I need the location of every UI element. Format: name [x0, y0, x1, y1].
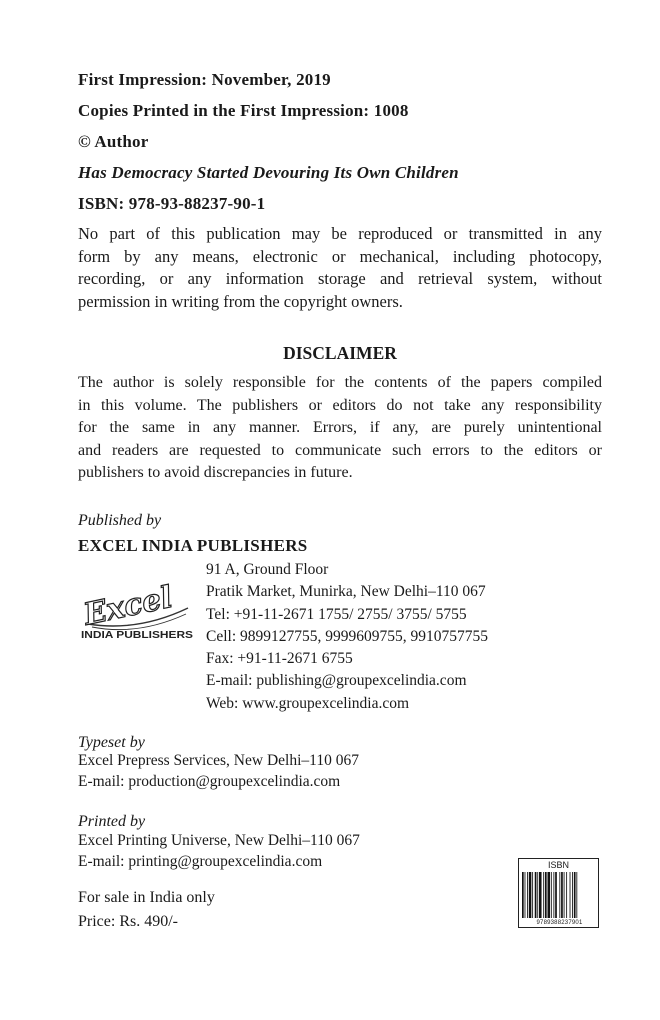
barcode-bar [532, 872, 533, 918]
barcode-bars [522, 872, 597, 918]
typeset-label: Typeset by [78, 734, 145, 751]
printer-company: Excel Printing Universe, New Delhi–110 067 [78, 832, 360, 849]
publisher-name: EXCEL INDIA PUBLISHERS [78, 536, 308, 555]
barcode-digits: 9789388237901 [536, 920, 583, 926]
address-line: 91 A, Ground Floor [206, 561, 329, 578]
rights-line: permission in writing from the copyright owners. [78, 291, 403, 311]
publisher-logo [78, 580, 198, 640]
barcode-bar [559, 872, 560, 918]
rights-line: No part of this publication may be reproduced or transmitted in any [78, 224, 602, 243]
typeset-email: E-mail: production@groupexcelindia.com [78, 773, 341, 790]
barcode-bar [522, 872, 524, 918]
cell-line: Cell: 9899127755, 9999609755, 9910757755 [206, 627, 489, 645]
book-title: Has Democracy Started Devouring Its Own Children [78, 163, 459, 182]
isbn-line: ISBN: 978-93-88237-90-1 [78, 194, 266, 213]
price: Price: Rs. 490/- [78, 913, 178, 930]
disclaimer-line: and readers are requested to communicate such errors to the editors or [78, 441, 602, 459]
disclaimer-text [78, 372, 602, 485]
barcode-bar [527, 872, 528, 918]
barcode-bar [566, 872, 567, 918]
barcode-bar [548, 872, 551, 918]
barcode-bar [574, 872, 576, 918]
printed-label: Printed by [78, 813, 146, 830]
barcode-bar [555, 872, 557, 918]
printer-email: E-mail: printing@groupexcelindia.com [78, 853, 323, 870]
disclaimer-line: in this volume. The publishers or editors do not take any responsibility [78, 396, 602, 414]
isbn-barcode [518, 858, 599, 928]
disclaimer-line: The author is solely responsible for the contents of the papers compiled [78, 374, 602, 391]
barcode-bar [564, 872, 565, 918]
logo-word: Excel [80, 580, 176, 633]
rights-line: form by any means, electronic or mechanical, including photocopy, [78, 246, 602, 266]
disclaimer-line: publishers to avoid discrepancies in future. [78, 464, 353, 481]
address-line: Pratik Market, Munirka, New Delhi–110 067 [206, 583, 486, 601]
rights-notice [78, 223, 602, 313]
disclaimer-line: for the same in any manner. Errors, if any, are purely unintentional [78, 419, 602, 436]
fax-line: Fax: +91-11-2671 6755 [206, 650, 353, 668]
barcode-bar [543, 872, 544, 918]
copies-printed: Copies Printed in the First Impression: 1008 [78, 101, 409, 120]
rights-line: recording, or any information storage and retrieval system, without [78, 269, 602, 288]
barcode-bar [545, 872, 547, 918]
barcode-bar [539, 872, 542, 918]
barcode-bar [529, 872, 532, 918]
logo-sub: INDIA PUBLISHERS [81, 629, 193, 640]
barcode-bar [553, 872, 554, 918]
barcode-bar [561, 872, 563, 918]
barcode-bar [537, 872, 538, 918]
sale-note: For sale in India only [78, 889, 215, 906]
barcode-bar [576, 872, 577, 918]
first-impression: First Impression: November, 2019 [78, 70, 331, 89]
email-line: E-mail: publishing@groupexcelindia.com [206, 672, 467, 690]
barcode-bar [525, 872, 526, 918]
web-line: Web: www.groupexcelindia.com [206, 694, 410, 712]
barcode-bar [570, 872, 571, 918]
published-by-label: Published by [78, 512, 162, 529]
phone-line: Tel: +91-11-2671 1755/ 2755/ 3755/ 5755 [206, 605, 467, 623]
copyright-line: © Author [78, 132, 149, 151]
publisher-address [206, 559, 488, 715]
barcode-bar [551, 872, 552, 918]
barcode-bar [535, 872, 537, 918]
barcode-bar [572, 872, 573, 918]
disclaimer-title: DISCLAIMER [283, 343, 397, 363]
typeset-company: Excel Prepress Services, New Delhi–110 067 [78, 752, 359, 769]
barcode-label: ISBN [547, 860, 569, 870]
